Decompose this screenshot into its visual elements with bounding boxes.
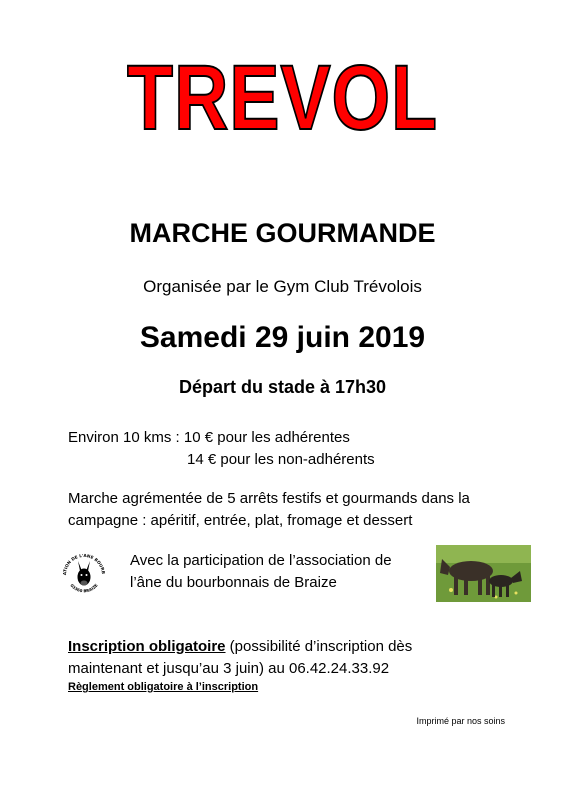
printed-note: Imprimé par nos soins <box>416 716 505 726</box>
walk-description: Marche agrémentée de 5 arrêts festifs et gourmands dans la campagne : apéritif, entrée, plat, fromage et dessert <box>68 490 470 529</box>
logo-text-top: ATION DE L'ANE BOURB <box>61 552 107 576</box>
logo-text-bottom: 03360 BRAIZE <box>69 582 99 594</box>
donkey-association-logo <box>58 547 110 599</box>
payment-rule-note: Règlement obligatoire à l’inscription <box>68 681 259 693</box>
organiser-line: Organisée par le Gym Club Trévolois <box>143 277 422 296</box>
event-subtitle: MARCHE GOURMANDE <box>129 218 436 248</box>
price-line-members: Environ 10 kms : 10 € pour les adhérentes <box>68 429 350 446</box>
donkey-head-icon <box>78 561 91 586</box>
price-line-nonmembers: 14 € pour les non-adhérents <box>187 451 375 468</box>
association-note: Avec la participation de l’association de l’âne du bourbonnais de Braize <box>130 552 392 591</box>
donkey-photo <box>436 545 531 602</box>
departure-info: Départ du stade à 17h30 <box>178 377 387 397</box>
inscription-text: (possibilité d’inscription dès maintenant et jusqu’au 3 juin) au 06.42.24.33.92 <box>68 638 413 677</box>
poster-title: TREVOL <box>127 47 438 149</box>
inscription-label: Inscription obligatoire <box>68 638 226 655</box>
inscription-paragraph <box>68 636 488 680</box>
event-date: Samedi 29 juin 2019 <box>139 321 426 354</box>
